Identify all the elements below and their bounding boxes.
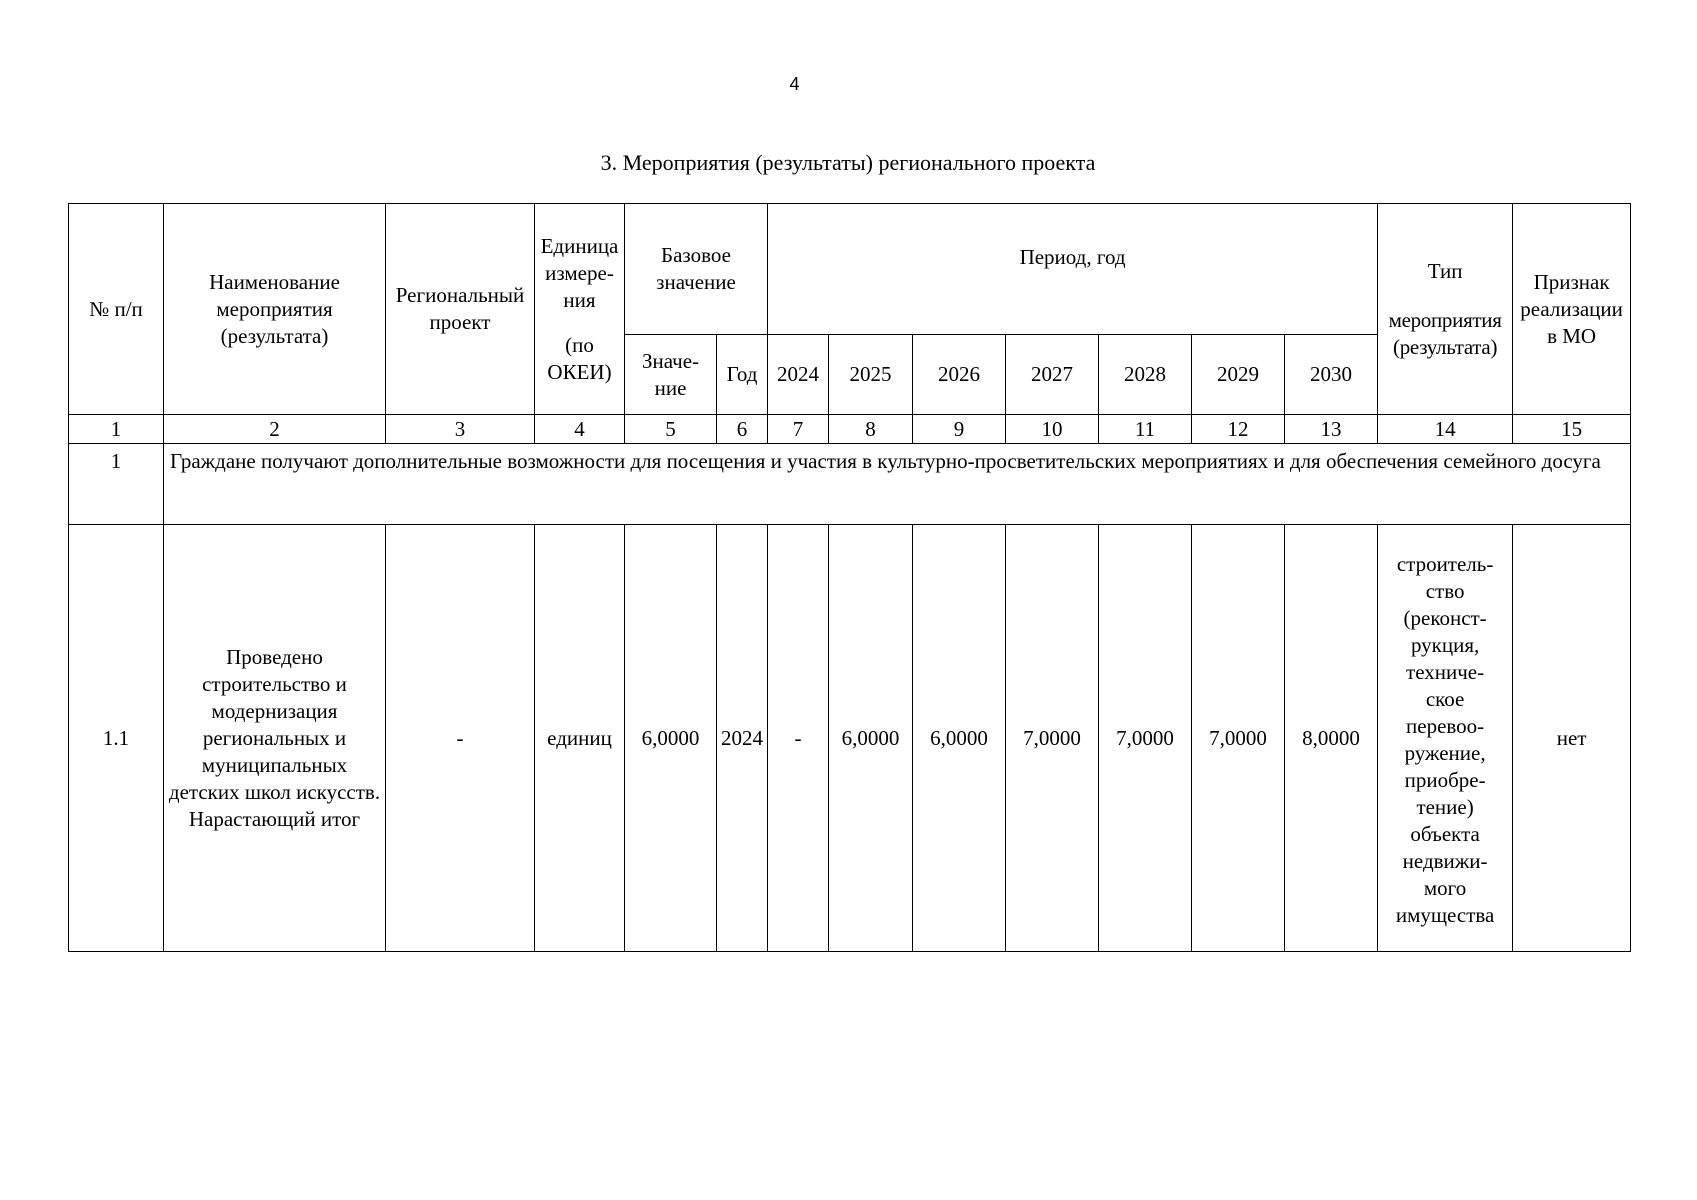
row-value-2024: - xyxy=(768,525,829,952)
row-value-2029: 7,0000 xyxy=(1192,525,1285,952)
column-number: 15 xyxy=(1513,415,1631,444)
row-value-2028: 7,0000 xyxy=(1099,525,1192,952)
header-sign: Признак реализации в МО xyxy=(1513,204,1631,415)
header-unit xyxy=(535,204,625,415)
page-number: 4 xyxy=(789,74,800,94)
row-project: - xyxy=(386,525,535,952)
column-number: 6 xyxy=(717,415,768,444)
header-year-2024: 2024 xyxy=(768,335,829,415)
row-number: 1.1 xyxy=(69,525,164,952)
header-num: № п/п xyxy=(69,204,164,415)
header-year-2029: 2029 xyxy=(1192,335,1285,415)
group-row xyxy=(69,444,1631,525)
column-number: 12 xyxy=(1192,415,1285,444)
row-value-2030: 8,0000 xyxy=(1285,525,1378,952)
column-number: 13 xyxy=(1285,415,1378,444)
column-number: 2 xyxy=(164,415,386,444)
events-table xyxy=(68,203,1631,952)
column-number-row xyxy=(69,415,1631,444)
header-unit-line-2: (по ОКЕИ) xyxy=(547,332,612,384)
row-base-year: 2024 xyxy=(717,525,768,952)
header-year-2027: 2027 xyxy=(1006,335,1099,415)
column-number: 5 xyxy=(625,415,717,444)
header-unit-line-1: Единица измере-ния xyxy=(540,233,619,312)
header-project: Региональный проект xyxy=(386,204,535,415)
header-year-2028: 2028 xyxy=(1099,335,1192,415)
column-number: 8 xyxy=(829,415,913,444)
row-base-value: 6,0000 xyxy=(625,525,717,952)
column-number: 4 xyxy=(535,415,625,444)
header-type-line-1: Тип xyxy=(1427,258,1463,283)
header-type-line-2: мероприятия (результата) xyxy=(1388,307,1502,359)
header-name: Наименование мероприятия (результата) xyxy=(164,204,386,415)
column-number: 10 xyxy=(1006,415,1099,444)
group-number: 1 xyxy=(69,444,164,525)
header-year-2030: 2030 xyxy=(1285,335,1378,415)
column-number: 11 xyxy=(1099,415,1192,444)
row-sign: нет xyxy=(1513,525,1631,952)
row-value-2027: 7,0000 xyxy=(1006,525,1099,952)
row-value-2025: 6,0000 xyxy=(829,525,913,952)
section-title: 3. Мероприятия (результаты) регионального проекта xyxy=(600,150,1096,175)
column-number: 7 xyxy=(768,415,829,444)
column-number: 3 xyxy=(386,415,535,444)
row-unit: единиц xyxy=(535,525,625,952)
header-period: Период, год xyxy=(768,204,1378,335)
row-type: строитель-ство (реконст-рукция, техниче-ское перевоо-ружение, приобре-тение) объекта недвижи-мого имущества xyxy=(1378,525,1513,952)
row-value-2026: 6,0000 xyxy=(913,525,1006,952)
header-base-value: Значе-ние xyxy=(625,335,717,415)
header-base: Базовое значение xyxy=(625,204,768,335)
header-year-2026: 2026 xyxy=(913,335,1006,415)
header-base-year: Год xyxy=(717,335,768,415)
group-title: Граждане получают дополнительные возможности для посещения и участия в культурно-просветительских мероприятиях и для обеспечения семейного досуга xyxy=(164,444,1631,525)
header-year-2025: 2025 xyxy=(829,335,913,415)
column-number: 1 xyxy=(69,415,164,444)
table-row xyxy=(69,525,1631,952)
column-number: 14 xyxy=(1378,415,1513,444)
column-number: 9 xyxy=(913,415,1006,444)
row-name: Проведено строительство и модернизация региональных и муниципальных детских школ искусств. Нарастающий итог xyxy=(164,525,386,952)
header-row-top xyxy=(69,204,1631,335)
header-type xyxy=(1378,204,1513,415)
